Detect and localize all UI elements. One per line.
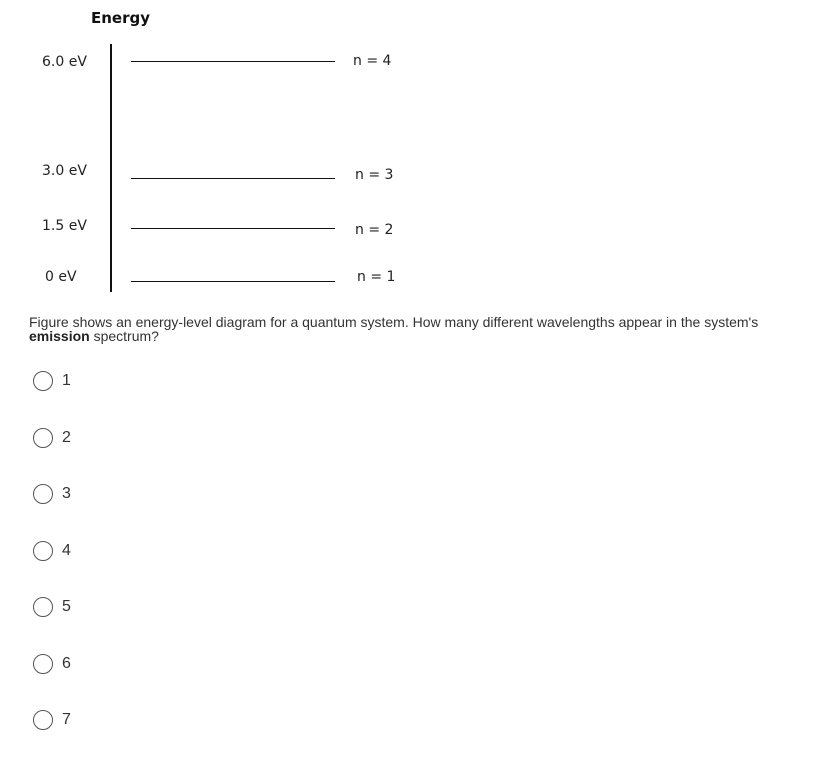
level-line-n2 <box>131 228 335 229</box>
level-label-n2: n = 2 <box>355 222 394 238</box>
level-label-n3: n = 3 <box>355 167 394 183</box>
answer-option-4[interactable] <box>33 539 71 563</box>
energy-label-6eV: 6.0 eV <box>42 54 87 70</box>
question-emphasis: emission <box>29 328 90 344</box>
level-label-n4: n = 4 <box>353 53 392 69</box>
question-text-before: Figure shows an energy-level diagram for a quantum system. How many different wavelengths appear in the system's <box>29 314 759 330</box>
option-label: 2 <box>62 428 71 446</box>
option-label: 7 <box>62 711 71 728</box>
answer-option-2[interactable] <box>33 426 71 450</box>
radio-button[interactable] <box>33 428 53 448</box>
option-label: 5 <box>62 598 71 615</box>
radio-button[interactable] <box>33 541 53 561</box>
diagram-title: Energy <box>91 9 151 27</box>
radio-button[interactable] <box>33 371 53 391</box>
energy-label-1-5eV: 1.5 eV <box>42 218 87 234</box>
option-label: 4 <box>62 541 71 559</box>
answer-options <box>33 369 71 765</box>
level-line-n3 <box>131 178 335 179</box>
energy-label-3eV: 3.0 eV <box>42 163 87 179</box>
answer-option-5[interactable] <box>33 595 71 619</box>
question-text-after: spectrum? <box>89 328 159 344</box>
energy-label-0eV: 0 eV <box>45 269 77 285</box>
level-line-n1 <box>131 281 335 282</box>
energy-level-diagram <box>0 0 818 300</box>
option-label: 1 <box>62 372 71 389</box>
energy-axis <box>110 44 112 292</box>
radio-button[interactable] <box>33 654 53 674</box>
option-label: 6 <box>62 654 71 672</box>
answer-option-6[interactable] <box>33 652 71 676</box>
radio-button[interactable] <box>33 710 53 730</box>
question-text <box>29 315 789 343</box>
radio-button[interactable] <box>33 484 53 504</box>
answer-option-3[interactable] <box>33 482 71 506</box>
level-label-n1: n = 1 <box>357 269 396 285</box>
radio-button[interactable] <box>33 597 53 617</box>
option-label: 3 <box>62 485 71 502</box>
answer-option-7[interactable] <box>33 708 71 732</box>
answer-option-1[interactable] <box>33 369 71 393</box>
level-line-n4 <box>131 61 335 62</box>
